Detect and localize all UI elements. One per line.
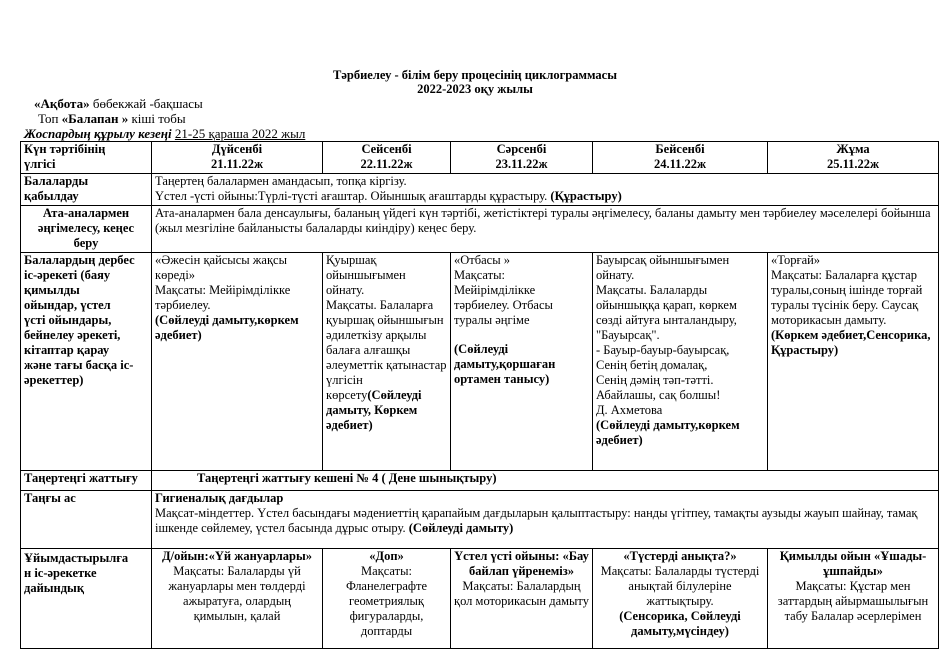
activity-label: Балалардың дербес іс-әрекеті (баяу қимылды ойындар, үстел үсті ойындары, бейнелеу әрекеті, кітаптар қарау және тағы басқа іс- әрекеттер) [21,253,152,471]
kindergarten-rest: бөбекжай -бақшасы [89,96,203,111]
prep-thu: «Түстерді анықта?» Мақсаты: Балаларды түстерді анықтай білулеріне жаттықтыру. (Сенсорика, Сөйлеуді дамыту,мүсіндеу) [593,549,768,649]
kindergarten-name: «Ақбота» [34,96,90,111]
prep-wed: Үстел үсті ойыны: «Бау байлап үйренеміз» Мақсаты: Балалардың қол моторикасын дамыту [451,549,593,649]
row-exercise [21,471,939,491]
cyclogram-table [20,141,939,649]
row-breakfast [21,491,939,549]
parents-label: Ата-аналармен әңгімелесу, кеңес беру [21,206,152,253]
header-day-thu: Бейсенбі 24.11.22ж [593,142,768,174]
activity-thu: Бауырсақ ойыншығымен ойнату. Мақсаты. Балаларды ойыншыққа қарап, көркем сөзді айтуға ынталандыру, "Бауырсақ". - Бауыр-бауыр-бауырсақ, Сенің бетің домалақ, Сенің дәмің тәп-тәтті. Абайлашы, сақ болшы! Д. Ахметова (Сөйлеуді дамыту,көркем әдебиет) [593,253,768,471]
breakfast-content: Гигиеналық дағдылар Мақсат-міндеттер. Үстел басындағы мәдениеттің қарапайым дағдыларын қалыптастыру: нанды үгітпеу, тамақты аузыды жауып шайнау, тамақ ішкенде сөйлемеу, үстел басында дұрыс отыру. (Сөйлеуді дамыту) [152,491,939,549]
header-day-tue: Сейсенбі 22.11.22ж [323,142,451,174]
reception-label: Балаларды қабылдау [21,174,152,206]
row-reception [21,174,939,206]
row-prep [21,549,939,649]
academic-year: 2022-2023 оқу жылы [417,82,533,96]
document-title: Тәрбиелеу - білім беру процесінің циклограммасы [333,68,617,82]
plan-period: 21-25 қараша 2022 жыл [174,126,306,141]
group-line [38,111,186,127]
row-parents [21,206,939,253]
header-day-wed: Сәрсенбі 23.11.22ж [451,142,593,174]
parents-content: Ата-аналармен бала денсаулығы, баланың үйдегі күн тәртібі, жетістіктері туралы әңгімелесу, баланы дамыту мен тәрбиелеу мәселелері бойынша (жыл мезгіліне байланысты балаларды киіндіру) кеңес беру. [152,206,939,253]
plan-period-line [24,126,305,142]
activity-fri: «Торғай» Мақсаты: Балаларға құстар туралы,соның ішінде торғай туралы түсінік беру. Саусақ моторикасын дамыту. (Көркем әдебиет,Сенсорика, Құрастыру) [768,253,939,471]
header-day-fri: Жұма 25.11.22ж [768,142,939,174]
exercise-content: Таңертеңгі жаттығу кешені № 4 ( Дене шынықтыру) [152,471,939,491]
header-row [21,142,939,174]
header-schedule: Күн тәртібінің үлгісі [21,142,152,174]
group-rest: кіші тобы [128,111,186,126]
prep-fri: Қимылды ойын «Ұшады-ұшпайды» Мақсаты: Құстар мен заттардың айырмашылығын табу Балалар әсерлерімен [768,549,939,649]
activity-wed: «Отбасы » Мақсаты: Мейірімділікке тәрбиелеу. Отбасы туралы әңгіме (Сөйлеуді дамыту,қоршаған ортамен танысу) [451,253,593,471]
activity-tue: Қуыршақ ойыншығымен ойнату. Мақсаты. Балаларға қуыршақ ойыншығын әдилеткізу арқылы балаға алғашқы әлеуметтік қатынастар үлгісін көрсету(Сөйлеуді дамыту, Көркем әдебиет) [323,253,451,471]
header-day-mon: Дүйсенбі 21.11.22ж [152,142,323,174]
breakfast-label: Таңғы ас [21,491,152,549]
prep-tue: «Доп» Мақсаты: Фланелеграфте геометриялық фигураларды, доптарды [323,549,451,649]
plan-label: Жоспардың құрылу кезеңі [24,126,175,141]
exercise-label: Таңертеңгі жаттығу [21,471,152,491]
reception-content: Таңертең балалармен амандасып, топқа кіргізу. Үстел -үсті ойыны:Түрлі-түсті ағаштар. Ойыншық ағаштарды құрастыру. (Құрастыру) [152,174,939,206]
prep-mon: Д/ойын:«Үй жануарлары» Мақсаты: Балаларды үй жануарлары мен төлдерді ажыратуға, олардың қимылын, қалай [152,549,323,649]
activity-mon: «Әжесін қайсысы жақсы көреді» Мақсаты: Мейірімділікке тәрбиелеу. (Сөйлеуді дамыту,көркем әдебиет) [152,253,323,471]
kindergarten-line [34,96,203,112]
row-activity [21,253,939,471]
group-prefix: Топ [38,111,62,126]
group-name: «Балапан » [61,111,129,126]
prep-label: Ұйымдастырылға н іс-әрекетке дайындық [21,549,152,649]
